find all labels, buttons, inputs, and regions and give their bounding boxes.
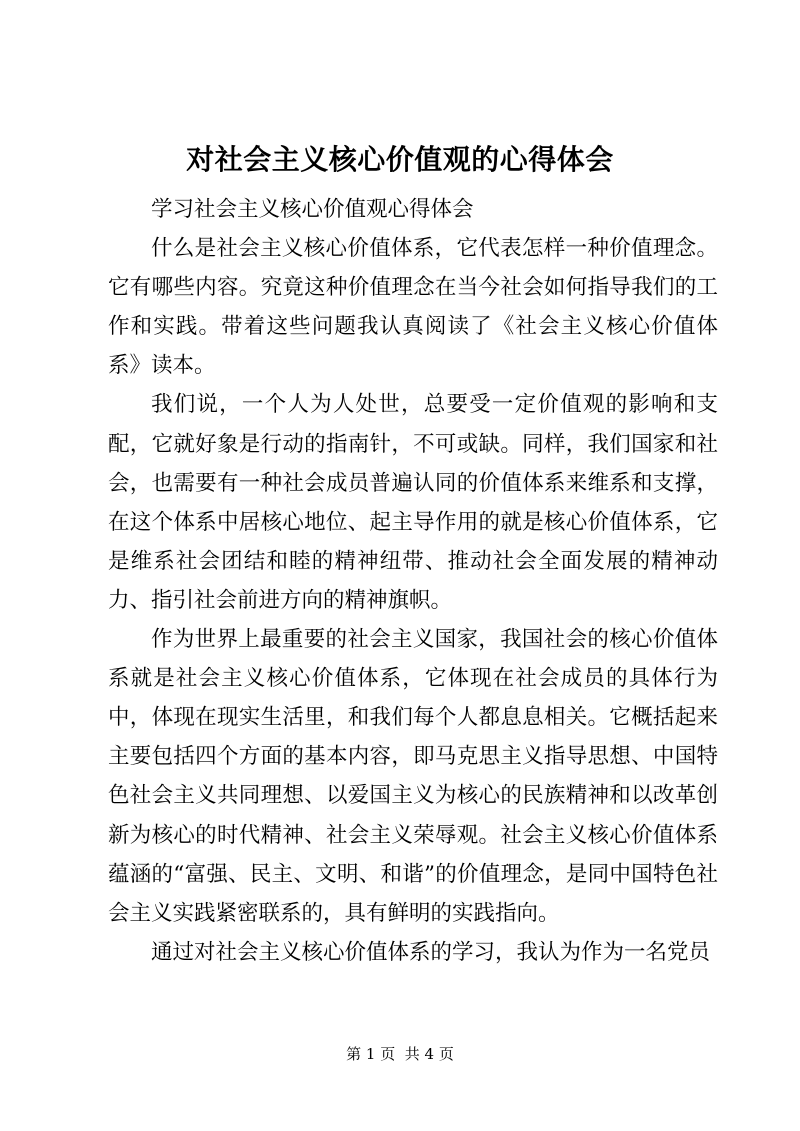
paragraph-subtitle: 学习社会主义核心价值观心得体会	[151, 197, 474, 222]
paragraph: 通过对社会主义核心价值体系的学习，我认为作为一名党员	[151, 939, 711, 965]
page-footer	[0, 1044, 800, 1064]
paragraph: 我们说，一个人为人处世，总要受一定价值观的影响和支配，它就好象是行动的指南针，不可或缺。同样，我们国家和社会，也需要有一种社会成员普遍认同的价值体系来维系和支撑，在这个体系中居核心地位、起主导作用的就是核心价值体系，它是维系社会团结和睦的精神纽带、推动社会全面发展的精神动力、指引社会前进方向的精神旗帜。	[108, 392, 718, 613]
paragraph: 作为世界上最重要的社会主义国家，我国社会的核心价值体系就是社会主义核心价值体系，它体现在社会成员的具体行为中，体现在现实生活里，和我们每个人都息息相关。它概括起来主要包括四个方面的基本内容，即马克思主义指导思想、中国特色社会主义共同理想、以爱国主义为核心的民族精神和以改革创新为核心的时代精神、社会主义荣辱观。社会主义核心价值体系蕴涵的“富强、民主、文明、和谐”的价值理念，是同中国特色社会主义实践紧密联系的，具有鲜明的实践指向。	[108, 627, 718, 926]
page-number-label: 第 1 页 共 4 页	[346, 1045, 454, 1063]
document-title: 对社会主义核心价值观的心得体会	[186, 143, 614, 176]
document-body	[108, 190, 718, 972]
paragraph: 什么是社会主义核心价值体系，它代表怎样一种价值理念。它有哪些内容。究竟这种价值理念在当今社会如何指导我们的工作和实践。带着这些问题我认真阅读了《社会主义核心价值体系》读本。	[108, 236, 718, 379]
